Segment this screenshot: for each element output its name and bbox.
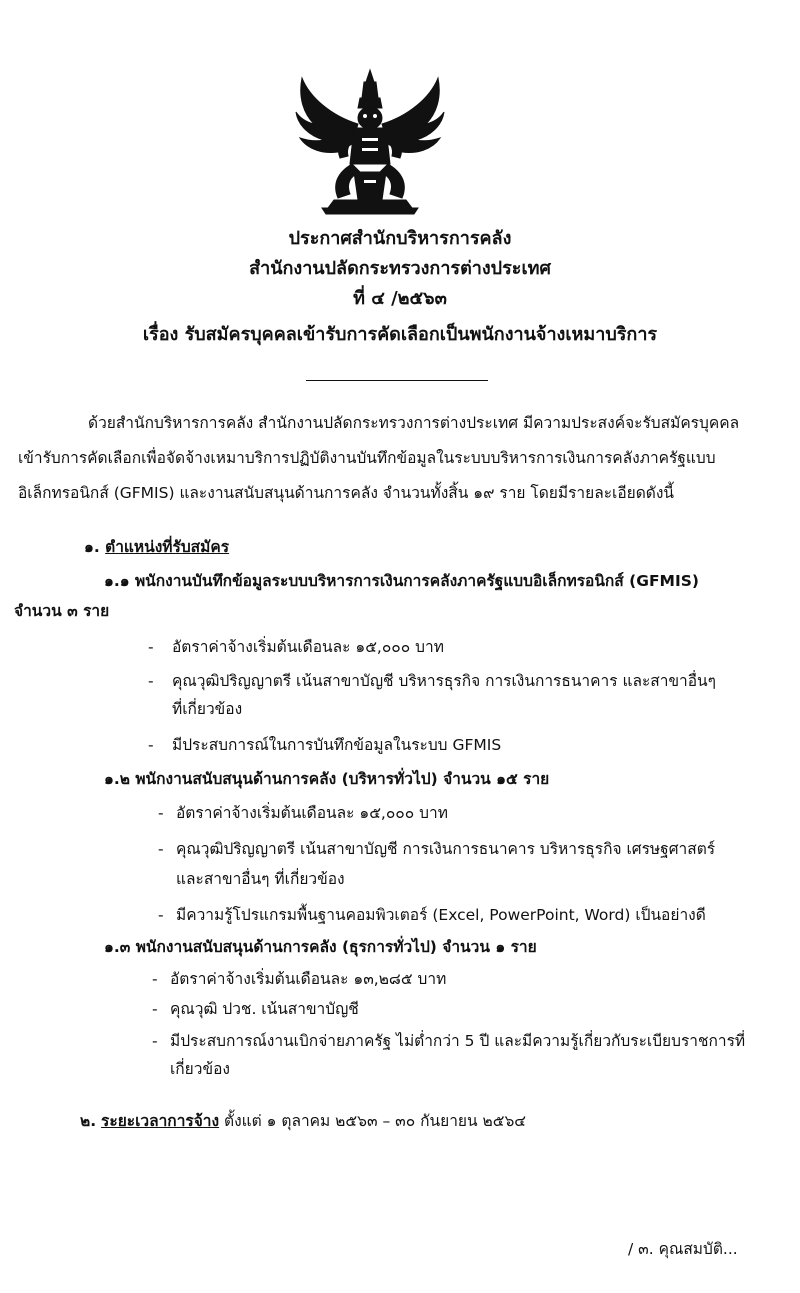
- position-1-2-qualification: คุณวุฒิปริญญาตรี เน้นสาขาบัญชี การเงินการธนาคาร บริหารธุรกิจ เศรษฐศาสตร์: [176, 840, 716, 858]
- divider-line: [306, 380, 488, 381]
- section-1-number: ๑.: [84, 538, 100, 556]
- position-1-1-experience: มีประสบการณ์ในการบันทึกข้อมูลในระบบ GFMIS: [172, 736, 502, 754]
- announcement-subject: เรื่อง รับสมัครบุคคลเข้ารับการคัดเลือกเป็นพนักงานจ้างเหมาบริการ: [142, 324, 658, 345]
- intro-line-2: เข้ารับการคัดเลือกเพื่อจัดจ้างเหมาบริการปฏิบัติงานบันทึกข้อมูลในระบบบริหารการเงินการคลังภาครัฐแบบ: [18, 449, 716, 467]
- bullet-dash: -: [152, 1032, 158, 1050]
- bullet-dash: -: [158, 840, 164, 858]
- announcement-title: ประกาศสำนักบริหารการคลัง: [288, 228, 512, 249]
- intro-line-3: อิเล็กทรอนิกส์ (GFMIS) และงานสนับสนุนด้านการคลัง จำนวนทั้งสิ้น ๑๙ ราย โดยมีรายละเอียดดังนี้: [18, 484, 675, 502]
- announcement-number: ที่ ๔ /๒๕๖๓: [353, 288, 447, 309]
- position-1-3-experience-cont: เกี่ยวข้อง: [170, 1060, 230, 1078]
- position-1-2-salary: อัตราค่าจ้างเริ่มต้นเดือนละ ๑๕,๐๐๐ บาท: [176, 804, 448, 822]
- position-1-1-salary: อัตราค่าจ้างเริ่มต้นเดือนละ ๑๕,๐๐๐ บาท: [172, 638, 444, 656]
- position-1-1-qualification-cont: ที่เกี่ยวข้อง: [172, 700, 243, 718]
- intro-line-1: ด้วยสำนักบริหารการคลัง สำนักงานปลัดกระทรวงการต่างประเทศ มีความประสงค์จะรับสมัครบุคคล: [88, 414, 740, 432]
- bullet-dash: -: [152, 1000, 158, 1018]
- section-1-heading: [84, 536, 229, 558]
- section-2-line: [80, 1110, 526, 1132]
- section-2-number: ๒.: [80, 1112, 97, 1130]
- bullet-dash: -: [148, 638, 154, 656]
- position-1-3-title: ๑.๓ พนักงานสนับสนุนด้านการคลัง (ธุรการทั่วไป) จำนวน ๑ ราย: [104, 938, 537, 956]
- section-1-title: ตำแหน่งที่รับสมัคร: [105, 538, 230, 556]
- bullet-dash: -: [148, 736, 154, 754]
- garuda-emblem-icon: [292, 68, 448, 218]
- section-2-title: ระยะเวลาการจ้าง: [101, 1112, 220, 1130]
- agency-name: สำนักงานปลัดกระทรวงการต่างประเทศ: [249, 258, 551, 279]
- position-1-3-salary: อัตราค่าจ้างเริ่มต้นเดือนละ ๑๓,๒๘๕ บาท: [170, 970, 447, 988]
- position-1-3-qualification: คุณวุฒิ ปวช. เน้นสาขาบัญชี: [170, 1000, 359, 1018]
- continuation-note: / ๓. คุณสมบัติ...: [628, 1240, 738, 1258]
- employment-period: ตั้งแต่ ๑ ตุลาคม ๒๕๖๓ – ๓๐ กันยายน ๒๕๖๔: [224, 1112, 527, 1130]
- position-1-3-experience: มีประสบการณ์งานเบิกจ่ายภาครัฐ ไม่ต่ำกว่า 5 ปี และมีความรู้เกี่ยวกับระเบียบราชการที่: [170, 1032, 746, 1050]
- position-1-2-skills: มีความรู้โปรแกรมพื้นฐานคอมพิวเตอร์ (Excel, PowerPoint, Word) เป็นอย่างดี: [176, 906, 706, 924]
- bullet-dash: -: [158, 804, 164, 822]
- bullet-dash: -: [148, 672, 154, 690]
- bullet-dash: -: [158, 906, 164, 924]
- position-1-1-qualification: คุณวุฒิปริญญาตรี เน้นสาขาบัญชี บริหารธุรกิจ การเงินการธนาคาร และสาขาอื่นๆ: [172, 672, 716, 690]
- position-1-1-title: ๑.๑ พนักงานบันทึกข้อมูลระบบบริหารการเงินการคลังภาครัฐแบบอิเล็กทรอนิกส์ (GFMIS): [104, 572, 699, 590]
- position-1-2-title: ๑.๒ พนักงานสนับสนุนด้านการคลัง (บริหารทั่วไป) จำนวน ๑๕ ราย: [104, 770, 550, 788]
- position-1-2-qualification-cont: และสาขาอื่นๆ ที่เกี่ยวข้อง: [176, 870, 345, 888]
- position-1-1-count: จำนวน ๓ ราย: [14, 602, 110, 620]
- bullet-dash: -: [152, 970, 158, 988]
